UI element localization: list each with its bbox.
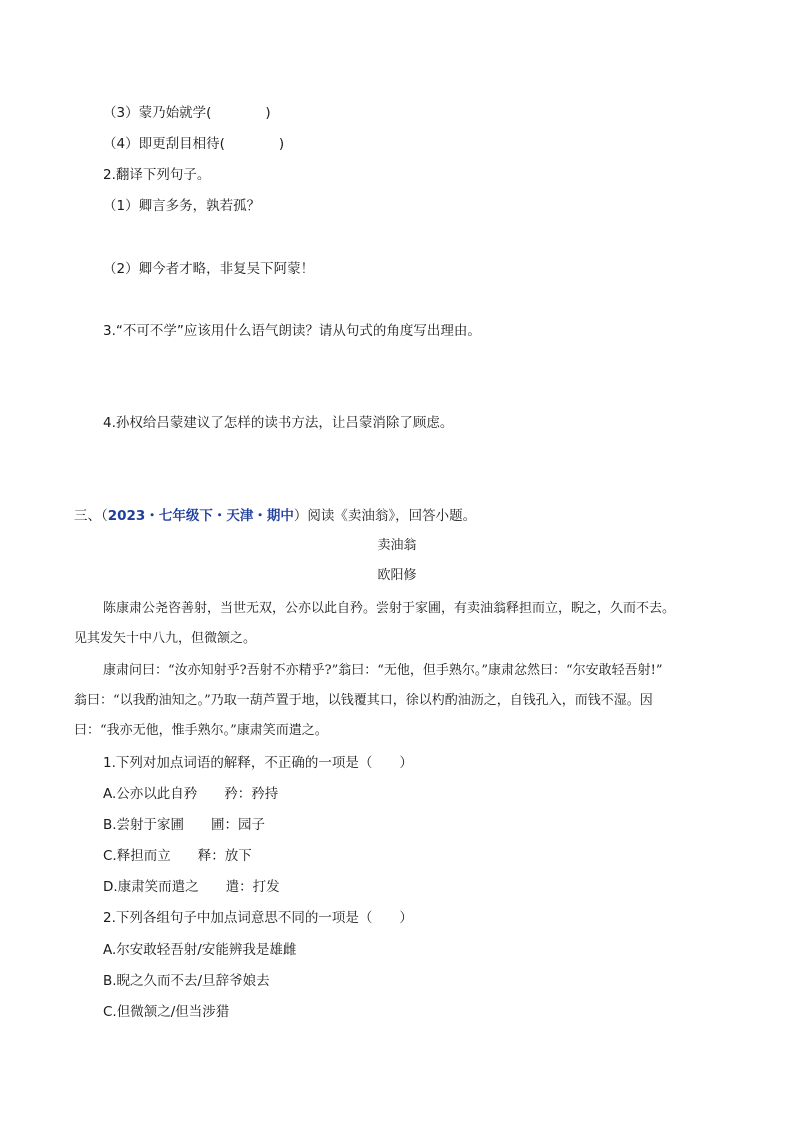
question-4: 4.孙权给吕蒙建议了怎样的读书方法，让吕蒙消除了顾虑。 bbox=[103, 415, 454, 431]
section-suffix: ）阅读《卖油翁》，回答小题。 bbox=[293, 508, 477, 524]
section-3-heading bbox=[74, 507, 476, 525]
mcq-2-title: 2.下列各组句子中加点词意思不同的一项是（ ） bbox=[103, 910, 413, 926]
passage-line-4: 翁曰：“以我酌油知之。”乃取一葫芦置于地，以钱覆其口，徐以杓酌油沥之，自钱孔入，而钱不湿。因 bbox=[74, 693, 653, 708]
mcq-1-title: 1.下列对加点词语的解释，不正确的一项是（ ） bbox=[103, 755, 413, 771]
mcq-2-option-b: B.睨之久而不去/旦辞爷娘去 bbox=[103, 973, 270, 989]
passage-line-1: 陈康肃公尧咨善射，当世无双，公亦以此自矜。尝射于家圃，有卖油翁释担而立，睨之，久而不去。 bbox=[103, 601, 676, 616]
question-2-title: 2.翻译下列句子。 bbox=[103, 167, 211, 183]
passage-title: 卖油翁 bbox=[377, 538, 417, 553]
translate-item-1: （1）卿言多务，孰若孤？ bbox=[103, 198, 261, 214]
question-item-4: （4）即更刮目相待( ) bbox=[103, 136, 285, 152]
section-prefix: 三、（ bbox=[74, 508, 108, 524]
mcq-2-option-c: C.但微颔之/但当涉猎 bbox=[103, 1004, 230, 1020]
passage-author: 欧阳修 bbox=[377, 568, 417, 583]
mcq-1-option-d: D.康肃笑而遣之 遣：打发 bbox=[103, 879, 280, 895]
mcq-1-option-c: C.释担而立 释：放下 bbox=[103, 848, 252, 864]
mcq-1-option-b: B.尝射于家圃 圃：园子 bbox=[103, 817, 266, 833]
passage-line-2: 见其发矢十中八九，但微颔之。 bbox=[74, 631, 257, 646]
source-tag: 2023・七年级下・天津・期中 bbox=[107, 508, 294, 524]
mcq-2-option-a: A.尔安敢轻吾射/安能辨我是雄雌 bbox=[103, 942, 297, 958]
question-3: 3.“不可不学”应该用什么语气朗读？请从句式的角度写出理由。 bbox=[103, 323, 481, 339]
question-item-3: （3）蒙乃始就学( ) bbox=[103, 105, 271, 121]
passage-line-5: 曰：“我亦无他，惟手熟尔。”康肃笑而遣之。 bbox=[74, 723, 328, 738]
translate-item-2: （2）卿今者才略，非复吴下阿蒙！ bbox=[103, 261, 315, 277]
mcq-1-option-a: A.公亦以此自矜 矜：矜持 bbox=[103, 786, 279, 802]
passage-line-3: 康肃问曰：“汝亦知射乎?吾射不亦精乎?”翁曰：“无他，但手熟尔。”康肃忿然曰：“尔安敢轻吾射!” bbox=[103, 663, 663, 678]
